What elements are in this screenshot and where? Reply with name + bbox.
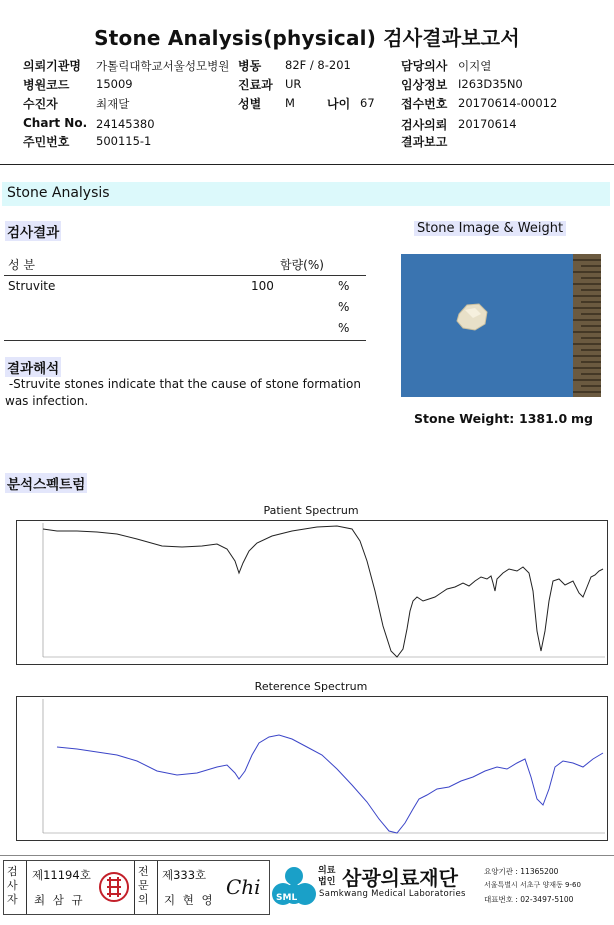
specialist-name: 지 현 영	[164, 893, 215, 907]
receipt-value: 20170614-00012	[458, 96, 558, 110]
stone-weight-value: 1381.0	[519, 411, 568, 426]
specialist-number: 제333호	[162, 868, 207, 882]
specialist-signature: Chi	[226, 875, 261, 899]
footer-divider	[0, 855, 614, 856]
results-heading: 검사결과	[5, 221, 61, 241]
interpretation-heading: 결과해석	[5, 357, 61, 377]
section-band	[2, 182, 610, 206]
spectrum-heading: 분석스펙트럼	[5, 473, 87, 493]
reference-spectrum-plot	[16, 696, 608, 841]
interpretation-line-1: -Struvite stones indicate that the cause of stone formation	[5, 377, 361, 391]
result-row-1-value: 100	[251, 279, 274, 293]
resident-value: 500115-1	[96, 134, 152, 148]
stone-weight-label: Stone Weight:	[414, 411, 515, 426]
sex-label: 성별	[238, 97, 262, 111]
doctor-label: 담당의사	[401, 59, 448, 73]
reference-spectrum-title: Reterence Spectrum	[254, 680, 368, 693]
col-content-header: 함량(%)	[280, 258, 324, 272]
sml-logo	[272, 864, 316, 914]
resident-label: 주민번호	[23, 135, 70, 149]
org-info-phone: 대표번호 : 02-3497-5100	[484, 895, 574, 904]
result-row-3-unit: %	[338, 321, 350, 335]
stone-weight-unit: mg	[571, 411, 593, 426]
hospital-code-value: 15009	[96, 77, 133, 91]
institution-label: 의뢰기관명	[23, 59, 81, 73]
age-label: 나이	[327, 97, 351, 111]
clinical-label: 임상정보	[401, 78, 448, 92]
specialist-label: 전문의	[138, 865, 149, 906]
col-component-header: 성 분	[8, 258, 35, 272]
request-label: 검사의뢰	[401, 118, 448, 132]
results-bottom-line	[4, 340, 366, 341]
org-info-address: 서울특별시 서초구 양재동 9-60	[484, 881, 581, 889]
tester-separator	[26, 861, 27, 914]
institution-value: 가톨릭대학교서울성모병원	[96, 59, 230, 73]
result-row-2-unit: %	[338, 300, 350, 314]
tester-seal	[98, 871, 130, 907]
ward-label: 병동	[238, 59, 262, 73]
sml-logo-text: SML	[276, 893, 298, 903]
patient-value: 최재달	[96, 97, 130, 111]
org-info-code: 요양기관 : 11365200	[484, 867, 559, 876]
interpretation-line-2: was infection.	[5, 394, 89, 408]
report-title: Stone Analysis(physical) 검사결과보고서	[94, 26, 520, 50]
specialist-separator	[157, 861, 158, 914]
dept-label: 진료과	[238, 78, 273, 92]
tester-number: 제11194호	[32, 868, 91, 882]
clinical-value: I263D35N0	[458, 77, 523, 91]
patient-spectrum-plot	[16, 520, 608, 665]
result-row-1-name: Struvite	[8, 279, 56, 293]
ward-value: 82F / 8-201	[285, 58, 351, 72]
tester-label: 검사자	[7, 865, 18, 906]
results-header-line	[4, 275, 366, 276]
org-name: 삼광의료재단	[342, 866, 458, 890]
age-value: 67	[360, 96, 375, 110]
patient-label: 수진자	[23, 97, 58, 111]
section-band-label: Stone Analysis	[7, 185, 110, 201]
result-row-1-unit: %	[338, 279, 350, 293]
patient-spectrum-title: Patient Spectrum	[263, 504, 359, 517]
dept-value: UR	[285, 77, 302, 91]
sex-value: M	[285, 96, 295, 110]
receipt-label: 접수번호	[401, 97, 448, 111]
doctor-value: 이지열	[458, 59, 492, 73]
org-kind: 의료법인	[318, 866, 336, 887]
org-english-name: Samkwang Medical Laboratories	[319, 889, 466, 899]
chart-no-label: Chart No.	[23, 116, 88, 130]
hospital-code-label: 병원코드	[23, 78, 70, 92]
seal-separator	[134, 861, 135, 914]
stone-image-heading: Stone Image & Weight	[414, 221, 566, 236]
header-divider	[0, 164, 614, 165]
stone-photo	[401, 254, 601, 397]
report-label: 결과보고	[401, 135, 448, 149]
request-value: 20170614	[458, 117, 517, 131]
signature-box	[3, 860, 270, 915]
tester-name: 최 삼 규	[34, 893, 85, 907]
chart-no-value: 24145380	[96, 117, 155, 131]
